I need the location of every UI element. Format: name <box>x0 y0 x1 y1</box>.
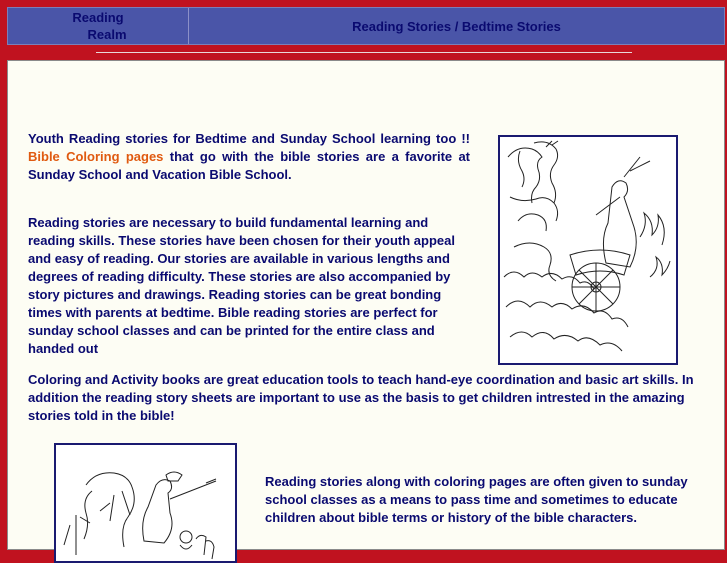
soldier-coloring-image <box>54 443 237 563</box>
logo-line-1: Reading <box>72 10 124 25</box>
header-divider <box>96 52 632 53</box>
logo-line-2: Realm <box>87 27 127 42</box>
intro-text: Youth Reading stories for Bedtime and Sunday School learning too !! <box>28 131 470 146</box>
chariot-coloring-image <box>498 135 678 365</box>
reading-stories-paragraph: Reading stories are necessary to build fundamental learning and reading skills. These stories have been chosen for their youth appeal and easy of reading. Our stories are available in various lengths and degrees of reading difficulty. These stories are also accompanied by story pictures and drawings. Reading stories can be great bonding times with parents at bedtime. Bible reading stories are perfect for sunday school classes and can be printed for the entire class and handed out <box>28 215 455 356</box>
intro-paragraph <box>28 130 470 184</box>
site-logo[interactable] <box>8 8 189 44</box>
intro-text-continued: that go with the bible stories are a favorite at Sunday School and Vacation Bible School. <box>28 149 470 182</box>
coloring-books-paragraph: Coloring and Activity books are great education tools to teach hand-eye coordination and basic art skills. In addition the reading story sheets are important to use as the basis to get children intrested in the amazing stories told in the bible! <box>28 372 694 423</box>
main-content <box>7 60 725 550</box>
sunday-school-paragraph: Reading stories along with coloring pages are often given to sunday school classes as a means to pass time and sometimes to educate children about bible terms or history of the bible characters. <box>265 474 688 525</box>
bible-coloring-pages-link[interactable]: Bible Coloring pages <box>28 149 164 164</box>
header-bar <box>7 7 725 45</box>
page-title: Reading Stories / Bedtime Stories <box>189 8 724 44</box>
